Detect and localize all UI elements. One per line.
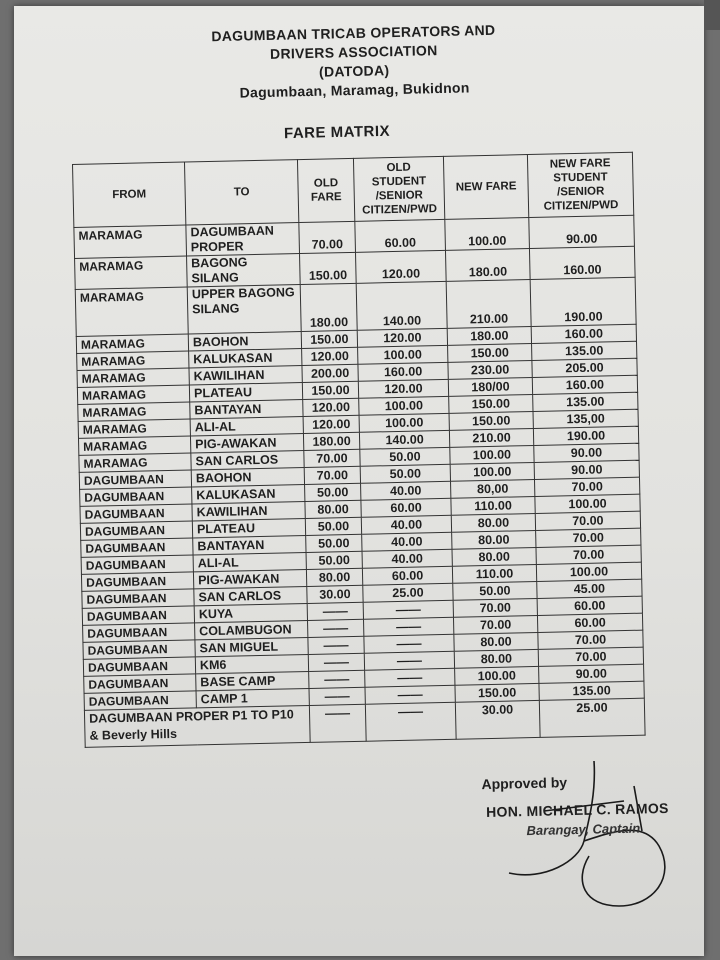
- old-fare-cell: 50.00: [305, 517, 361, 535]
- old-fare-cell: ——: [309, 670, 365, 688]
- new-fare-cell: 150.00: [449, 395, 533, 414]
- to-cell: BAOHON: [191, 468, 304, 487]
- new-fare-cell: 70.00: [453, 615, 537, 634]
- old-fare-cell: 120.00: [302, 347, 358, 365]
- old-fare-cell: 120.00: [303, 398, 359, 416]
- old-student-fare-cell: ——: [363, 600, 453, 619]
- old-fare-cell: 150.00: [301, 330, 357, 348]
- old-student-fare-cell: 140.00: [359, 430, 449, 449]
- new-fare-cell: 30.00: [455, 700, 540, 739]
- old-student-fare-cell: 120.00: [355, 250, 446, 283]
- from-cell: MARAMAG: [78, 419, 190, 438]
- new-student-fare-cell: 60.00: [537, 613, 642, 632]
- old-fare-cell: 30.00: [307, 585, 363, 603]
- old-student-fare-cell: 160.00: [358, 362, 448, 381]
- background-corner: [704, 0, 720, 30]
- from-cell: DAGUMBAAN: [79, 470, 191, 489]
- from-cell: DAGUMBAAN: [81, 538, 193, 557]
- old-student-fare-cell: 40.00: [362, 549, 452, 568]
- new-student-fare-cell: 60.00: [537, 596, 642, 615]
- new-student-fare-cell: 70.00: [538, 630, 643, 649]
- col-header-from: FROM: [73, 162, 186, 227]
- old-student-fare-cell: ——: [365, 668, 455, 687]
- old-fare-cell: 70.00: [304, 449, 360, 467]
- new-student-fare-cell: 100.00: [535, 494, 640, 513]
- new-student-fare-cell: 135.00: [539, 681, 644, 700]
- new-student-fare-cell: 205.00: [532, 358, 637, 377]
- new-fare-cell: 230.00: [448, 361, 532, 380]
- to-cell: CAMP 1: [196, 688, 309, 707]
- to-cell: BASE CAMP: [196, 671, 309, 690]
- new-fare-cell: 80.00: [454, 649, 538, 668]
- from-cell: MARAMAG: [77, 385, 189, 404]
- from-cell: MARAMAG: [77, 351, 189, 370]
- old-student-fare-cell: ——: [365, 702, 456, 741]
- old-student-fare-cell: 40.00: [361, 481, 451, 500]
- new-fare-cell: 150.00: [448, 344, 532, 363]
- new-student-fare-cell: 70.00: [534, 477, 639, 496]
- approval-block: [481, 772, 669, 839]
- to-cell: KALUKASAN: [189, 349, 302, 368]
- new-fare-cell: 80,00: [451, 479, 535, 498]
- old-fare-cell: ——: [308, 619, 364, 637]
- new-student-fare-cell: 135.00: [532, 341, 637, 360]
- from-cell: MARAMAG: [75, 287, 188, 336]
- to-cell: SAN MIGUEL: [195, 637, 308, 656]
- route-merged-cell: DAGUMBAAN PROPER P1 TO P10 & Beverly Hills: [84, 705, 310, 747]
- new-student-fare-cell: 90.00: [539, 664, 644, 683]
- new-student-fare-cell: 45.00: [537, 579, 642, 598]
- to-cell: BANTAYAN: [193, 535, 306, 554]
- old-student-fare-cell: 100.00: [359, 396, 449, 415]
- old-fare-cell: 70.00: [304, 466, 360, 484]
- old-fare-cell: ——: [308, 636, 364, 654]
- col-header-old-student: OLD STUDENT /SENIOR CITIZEN/PWD: [353, 156, 444, 221]
- to-cell: UPPER BAGONG SILANG: [187, 285, 301, 334]
- from-cell: DAGUMBAAN: [82, 606, 194, 625]
- new-student-fare-cell: 90.00: [529, 215, 635, 248]
- old-student-fare-cell: ——: [364, 617, 454, 636]
- old-fare-cell: 180.00: [303, 432, 359, 450]
- new-fare-cell: 100.00: [455, 666, 539, 685]
- old-student-fare-cell: 120.00: [357, 328, 447, 347]
- header-line-4: Dagumbaan, Maramag, Bukidnon: [239, 79, 470, 101]
- new-fare-cell: 100.00: [445, 218, 530, 251]
- approver-name: HON. MICHAEL C. RAMOS: [485, 799, 669, 821]
- old-student-fare-cell: ——: [364, 634, 454, 653]
- to-cell: BAGONG SILANG: [187, 254, 301, 287]
- to-cell: PLATEAU: [192, 518, 305, 537]
- from-cell: DAGUMBAAN: [84, 691, 196, 710]
- new-fare-cell: 180/00: [448, 378, 532, 397]
- from-cell: DAGUMBAAN: [80, 521, 192, 540]
- to-cell: COLAMBUGON: [195, 620, 308, 639]
- old-fare-cell: 150.00: [302, 381, 358, 399]
- old-fare-cell: 200.00: [302, 364, 358, 382]
- old-fare-cell: 80.00: [306, 568, 362, 586]
- new-student-fare-cell: 135.00: [533, 392, 638, 411]
- new-fare-cell: 80.00: [451, 513, 535, 532]
- fare-table-wrapper: [72, 152, 646, 748]
- fare-table-body: [74, 215, 645, 747]
- new-student-fare-cell: 100.00: [536, 562, 641, 581]
- old-student-fare-cell: 100.00: [359, 413, 449, 432]
- from-cell: DAGUMBAAN: [83, 657, 195, 676]
- from-cell: MARAMAG: [78, 436, 190, 455]
- document-page: [14, 6, 704, 956]
- to-cell: KM6: [195, 654, 308, 673]
- fare-matrix-table: [72, 152, 646, 748]
- old-fare-cell: 180.00: [300, 283, 357, 331]
- old-fare-cell: 80.00: [305, 500, 361, 518]
- to-cell: KAWILIHAN: [189, 366, 302, 385]
- new-student-fare-cell: 70.00: [536, 528, 641, 547]
- new-fare-cell: 100.00: [450, 462, 534, 481]
- old-student-fare-cell: 50.00: [360, 464, 450, 483]
- col-header-to: TO: [184, 160, 298, 225]
- to-cell: PIG-AWAKAN: [193, 569, 306, 588]
- from-cell: DAGUMBAAN: [83, 623, 195, 642]
- from-cell: DAGUMBAAN: [81, 555, 193, 574]
- old-student-fare-cell: 25.00: [363, 583, 453, 602]
- from-cell: MARAMAG: [75, 256, 188, 289]
- header-line-1: DAGUMBAAN TRICAB OPERATORS AND: [211, 21, 496, 45]
- old-fare-cell: ——: [309, 704, 366, 742]
- header-line-3: (DATODA): [318, 62, 390, 80]
- to-cell: SAN CARLOS: [191, 451, 304, 470]
- new-fare-cell: 50.00: [453, 581, 537, 600]
- to-cell: BANTAYAN: [190, 400, 303, 419]
- old-fare-cell: ——: [309, 687, 365, 705]
- col-header-old-fare: OLD FARE: [297, 158, 354, 222]
- old-student-fare-cell: 40.00: [362, 532, 452, 551]
- new-student-fare-cell: 70.00: [535, 511, 640, 530]
- from-cell: DAGUMBAAN: [83, 640, 195, 659]
- approver-position: Barangay, Captain: [526, 820, 641, 839]
- new-student-fare-cell: 90.00: [534, 460, 639, 479]
- new-fare-cell: 110.00: [452, 564, 536, 583]
- new-student-fare-cell: 135,00: [533, 409, 638, 428]
- new-fare-cell: 150.00: [455, 683, 539, 702]
- old-student-fare-cell: 120.00: [358, 379, 448, 398]
- old-student-fare-cell: 60.00: [361, 498, 451, 517]
- new-student-fare-cell: 160.00: [531, 324, 636, 343]
- old-fare-cell: 120.00: [303, 415, 359, 433]
- old-fare-cell: 50.00: [305, 483, 361, 501]
- old-fare-cell: 150.00: [300, 252, 357, 284]
- old-fare-cell: ——: [308, 653, 364, 671]
- from-cell: DAGUMBAAN: [84, 674, 196, 693]
- document-header: [183, 20, 525, 104]
- to-cell: ALI-AL: [193, 552, 306, 571]
- old-fare-cell: 50.00: [306, 534, 362, 552]
- from-cell: MARAMAG: [76, 334, 188, 353]
- new-fare-cell: 210.00: [446, 280, 531, 329]
- to-cell: BAOHON: [188, 332, 301, 351]
- from-cell: DAGUMBAAN: [82, 589, 194, 608]
- from-cell: MARAMAG: [77, 368, 189, 387]
- new-student-fare-cell: 160.00: [529, 246, 635, 279]
- from-cell: DAGUMBAAN: [80, 487, 192, 506]
- from-cell: DAGUMBAAN: [80, 504, 192, 523]
- approved-by-label: Approved by: [481, 774, 568, 793]
- new-fare-cell: 210.00: [449, 428, 533, 447]
- old-student-fare-cell: 40.00: [361, 515, 451, 534]
- old-student-fare-cell: 60.00: [355, 219, 446, 252]
- to-cell: KAWILIHAN: [192, 501, 305, 520]
- to-cell: ALI-AL: [190, 417, 303, 436]
- old-student-fare-cell: 140.00: [356, 281, 447, 330]
- new-student-fare-cell: 70.00: [538, 647, 643, 666]
- from-cell: DAGUMBAAN: [81, 572, 193, 591]
- new-fare-cell: 80.00: [452, 547, 536, 566]
- new-student-fare-cell: 70.00: [536, 545, 641, 564]
- to-cell: SAN CARLOS: [194, 586, 307, 605]
- old-student-fare-cell: 50.00: [360, 447, 450, 466]
- col-header-new-fare: NEW FARE: [443, 155, 528, 220]
- new-student-fare-cell: 160.00: [532, 375, 637, 394]
- old-fare-cell: ——: [307, 602, 363, 620]
- page-title: FARE MATRIX: [283, 122, 391, 143]
- old-fare-cell: 70.00: [299, 221, 356, 253]
- new-student-fare-cell: 190.00: [533, 426, 638, 445]
- new-student-fare-cell: 90.00: [534, 443, 639, 462]
- to-cell: KUYA: [194, 603, 307, 622]
- new-fare-cell: 80.00: [454, 632, 538, 651]
- to-cell: DAGUMBAAN PROPER: [186, 223, 300, 256]
- to-cell: KALUKASAN: [192, 485, 305, 504]
- header-line-2: DRIVERS ASSOCIATION: [269, 42, 438, 62]
- to-cell: PLATEAU: [189, 383, 302, 402]
- new-student-fare-cell: 25.00: [539, 698, 645, 737]
- old-fare-cell: 50.00: [306, 551, 362, 569]
- new-fare-cell: 150.00: [449, 412, 533, 431]
- from-cell: MARAMAG: [79, 453, 191, 472]
- old-student-fare-cell: 100.00: [358, 345, 448, 364]
- from-cell: MARAMAG: [74, 225, 187, 258]
- new-fare-cell: 100.00: [450, 445, 534, 464]
- new-fare-cell: 180.00: [447, 327, 531, 346]
- new-fare-cell: 180.00: [445, 249, 530, 282]
- new-fare-cell: 80.00: [452, 530, 536, 549]
- new-student-fare-cell: 190.00: [530, 277, 636, 326]
- col-header-new-student: NEW FARE STUDENT /SENIOR CITIZEN/PWD: [527, 152, 633, 217]
- to-cell: PIG-AWAKAN: [190, 434, 303, 453]
- new-fare-cell: 110.00: [451, 496, 535, 515]
- from-cell: MARAMAG: [78, 402, 190, 421]
- old-student-fare-cell: ——: [364, 651, 454, 670]
- new-fare-cell: 70.00: [453, 598, 537, 617]
- old-student-fare-cell: 60.00: [362, 566, 452, 585]
- old-student-fare-cell: ——: [365, 685, 455, 704]
